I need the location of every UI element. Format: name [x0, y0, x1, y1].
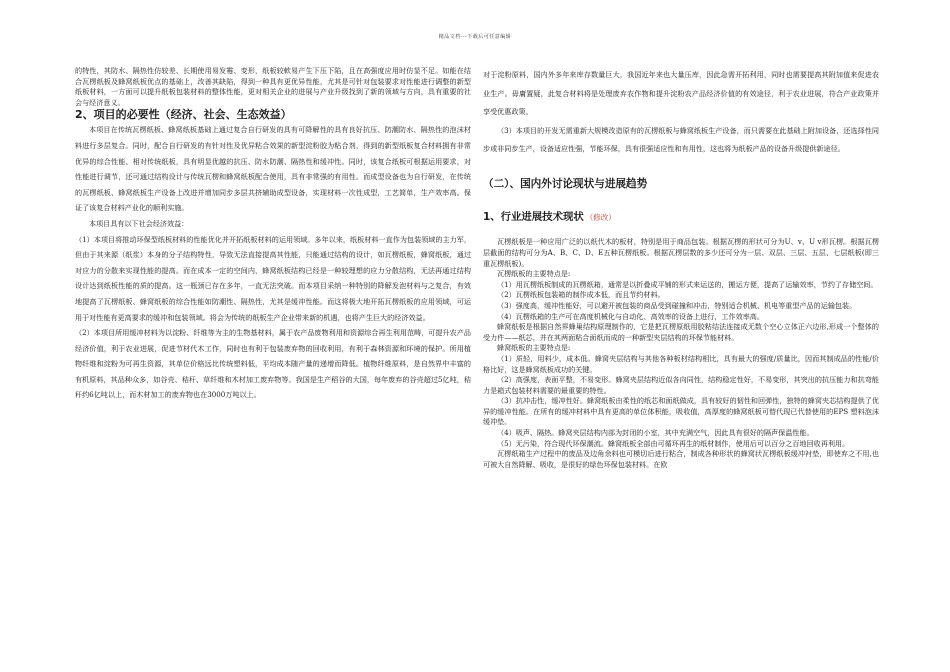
left-column: [75, 66, 471, 403]
subsection-heading: [483, 210, 879, 225]
honeycomb-intro: 蜂窝纸板是根据自然界蜂巢结构原理制作的，它是把瓦楞原纸用胶粘结法连接成无数个空心立体正六边形,形成一个整体的受力件——纸芯，并在其两面粘合面纸而成的一种新型夹层结构的环保节能材料。: [483, 322, 879, 342]
revision-tag: （修改）: [585, 213, 616, 223]
page-header: 精品文档---下载后可任意编辑: [438, 34, 512, 40]
right-column: [483, 66, 879, 470]
honeycomb-feature-4: （4）吸声、隔热。蜂窝夹层结构内部为封闭的小室，其中充满空气，因此具有很好的隔声保温性能。: [497, 428, 814, 438]
benefit-item-2: （2）本项目所用缓冲材料为以淀粉、纤维等为主的生物基材料，属于农产品废物利用和资源综合再生利用范畴，可提升农产品经济价值，利于农业进展，促进节材代木工作，同时也有利于包装废弃物的回收利用，有利于森林资源和环境的保护。所用植物纤维和淀粉为可再生资源，其单位价格远比传统塑料低，平均成本随产量的递增而降低。植物纤维原料，是自然界中丰富的有机原料，其品种众多，如谷壳、秸秆、草纤维和木材加工废弃物等。我国是生产稻谷的大国，每年废弃的谷壳超过5亿吨，秸秆约6亿吨以上，而木材加工的废弃物也在3000万吨以上。: [75, 328, 471, 400]
corrugated-feature-2: （2）瓦楞纸板包装箱的制作成本低，而且节约材料。: [497, 290, 665, 300]
honeycomb-feature-5: （5）无污染，符合现代环保潮流。蜂窝纸板全部由可循环再生的纸材制作，使用后可以百分之百地回收再利用。: [497, 438, 850, 448]
benefit-item-3: （3）本项目的开发无需重新大规模改造原有的瓦楞纸板与蜂窝纸板生产设备，而只需要在此基础上附加设备，还选择性同步或非同步生产，设备适应性强，节能环保，具有很强适应性和有用性，这也将为纸板产品的设备升级提供新途径。: [483, 125, 879, 153]
necessity-paragraph: 本项目在传统瓦楞纸板、蜂窝纸板基础上通过复合自行研发的具有可降解性的具有良好抗压、防潮防水、隔热性的泡沫材料进行多层复合。同时，配合自行研发的有针对性及优异粘合效果的新型淀粉胶为粘合剂，得到的新型纸板复合材料拥有非常优异的综合性能、相对传统纸板，具有明显优越的抗压、防水防潮、隔热性和缓冲性。同时，该复合纸板可根据运用要求，对性能进行调节，还可通过结构设计与传统瓦楞和蜂窝纸板配合使用，具有非常强的有用性。而成型设备也为自行研发，在传统的瓦楞纸板、蜂窝纸板生产设备上改进并增加同步多层共挤辅助成型设备，实现材料一次性成型，工艺简单，生产效率高。保证了该复合材料产业化的顺利实施。: [75, 125, 471, 213]
corrugated-intro: 瓦楞纸板是一种应用广泛的以纸代木的板材，特别是用于商品包装。根据瓦楞的形状可分为U、v、U v形瓦楞。根据瓦楞层截面的结构可分为A、B、C、D、E五种瓦楞纸板。根据瓦楞层数的多少还可分为一层、双层、三层、五层、七层纸板(即三重瓦楞纸板)。: [483, 237, 879, 268]
subsection-title: 1、行业进展技术现状: [483, 211, 584, 224]
honeycomb-feature-2: （2）高强度，表面平整，不易变形。蜂窝夹层结构近似各向同性，结构稳定性好，不易变形，其突出的抗压能力和抗弯能力是箱式包装材料需要的最重要的特性。: [483, 375, 879, 395]
corrugated-feature-4: （4）瓦楞纸箱的生产可在高度机械化与自动化、高效率的设备上进行，工作效率高。: [497, 311, 764, 321]
industry-status-body: [483, 237, 879, 470]
recycling-paragraph: 瓦楞纸箱生产过程中的废品及边角余料也可模切后进行粘合，制成各种形状的蜂窝状瓦楞纸板缓冲衬垫，即使弃之不用,也可被大自然降解、吸收，是很好的绿色环保包装材料。在欧: [483, 449, 879, 469]
corrugated-feature-3: （3）强度高，缓冲性能好，可以避开被包装的商品受到碰撞和冲击，特别适合机械、机电等重型产品的运输包装。: [497, 300, 857, 310]
benefit-item-1: （1）本项目将推动环保型纸板材料的性能优化并开拓纸板材料的运用领域。多年以来，纸板材料一直作为包装领域的主力军，但由于其来源（纸浆）本身的分子结构特性，导致无法直接提高其性能，只能通过结构的设计，如瓦楞纸板，蜂窝纸板，通过对应力的分散来实现性能的提高。而在成本一定的空间内，蜂窝纸板结构已经是一种较理想的应力分散结构，无法再通过结构设计达到纸板性能的质的提高。这一瓶颈已存在多年，一直无法突破。而本项目采纳一种特别的降解发泡材料与之复合，有效地提高了瓦楞纸板、蜂窝纸板的综合性能如防潮性、隔热性，尤其是缓冲性能。而这将极大地开拓瓦楞纸板的应用领域，可运用于对性能有更高要求的缓冲和包装领域。将会为传统的纸板生产企业带来新的机遇，也将产生巨大的经济效益。: [75, 234, 471, 322]
section-heading-necessity: 2、项目的必要性（经济、社会、生态效益）: [75, 108, 292, 122]
intro-paragraph: 的特性，其防水、隔热性仿较差、长期使用易发霉、变形，纸板较軟易产生下压下陷，且在高强度应用时仿显不足。如能在结合瓦楞纸板及蜂窝纸板优点的基础上，改善其缺陷，得到一种具有更优异性能，尤其是可针对包装要求对性能进行调整的新型纸板材料，一方面可以提升纸板包装材料的整体性能，更对相关企业的进展与产业升级找到了新的领域与方向，具有重要的社会与经济意义。: [75, 66, 471, 107]
section-heading-research: （二）、国内外讨论现状与进展趋势: [483, 178, 648, 191]
corrugated-features-heading: 瓦楞纸板的主要特点是:: [497, 269, 571, 279]
benefits-intro: 本项目具有以下社会经济效益：: [89, 218, 189, 228]
honeycomb-features-heading: 蜂窝纸板的主要特点是:: [497, 343, 571, 353]
continued-paragraph: 对于淀粉原料，国内外多年来库存数量巨大，我国近年来也大量压库，因此急需开拓利用，同时也需要提高其附加值来促进农业生产。毋庸置疑，此复合材料将是处理废弃农作物和提升淀粉农产品经济价值的有效途径，利于农业进展，符合产业政策并享受优惠政策。: [483, 70, 879, 117]
corrugated-feature-1: （1）用瓦楞纸板制成的瓦楞纸箱，通常是以折叠成平铺的形式来运送的，搬运方便，提高了运输效率，节约了存储空间。: [497, 279, 878, 289]
honeycomb-feature-1: （1）质轻，用料少，成本低。蜂窝夹层结构与其他各种板材结构相比，具有最大的强度/质量比，因而其制成品的性能/价格比好，这是蜂窝纸板成功的关键。: [483, 353, 879, 374]
honeycomb-feature-3: （3）抗冲击性，缓冲性好。蜂窝纸板由柔性的纸芯和面纸做成，具有较好的韧性和回弹性，独特的蜂窝夹芯结构提供了优异的缓冲性能。在所有的缓冲材料中具有更高的单位体积能，吸收值，高厚度的蜂窝纸板可替代现已代替使用的EPS 塑料泡沫缓冲垫。: [483, 396, 879, 427]
